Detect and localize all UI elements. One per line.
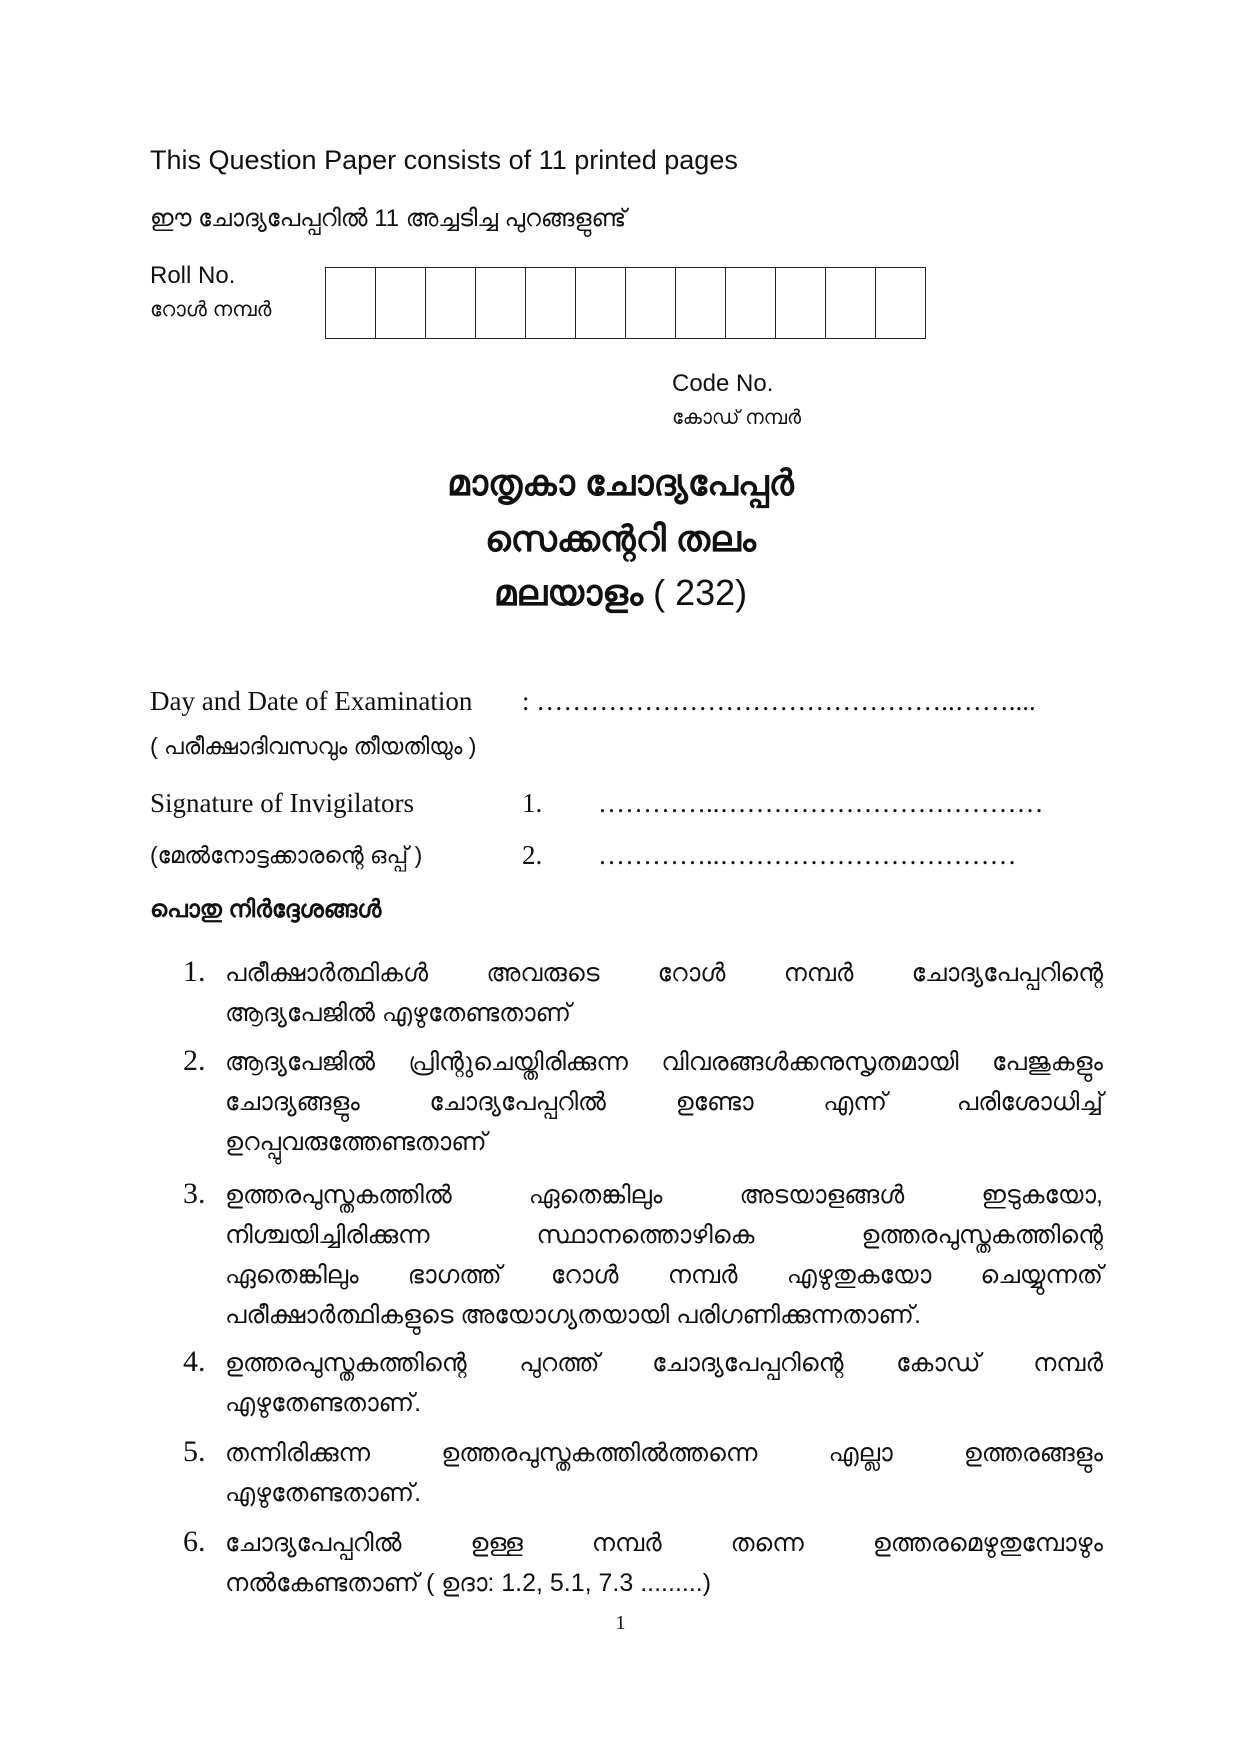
instruction-word: ഉത്തരപുസ്തകത്തിന്റെ xyxy=(225,1349,467,1377)
exam-date-field[interactable]: : ………………………………………..…….... xyxy=(522,686,1036,716)
instruction-word: ചെയ്യുന്നത് xyxy=(980,1261,1103,1289)
code-number-label: Code No. xyxy=(672,370,774,397)
roll-number-box[interactable] xyxy=(576,268,626,338)
instruction-number: 5. xyxy=(183,1435,206,1468)
instruction-word: ആദ്യപേജിൽ എഴുതേണ്ടതാണ് xyxy=(225,999,571,1027)
instruction-line xyxy=(225,999,1103,1028)
instruction-word: റോൾ xyxy=(550,1261,619,1289)
instruction-word: ചോദ്യപേപ്പറിന്റെ xyxy=(911,959,1103,987)
roll-number-box[interactable] xyxy=(826,268,876,338)
instruction-line xyxy=(225,1301,1103,1330)
exam-date-label: Day and Date of Examination xyxy=(150,686,473,716)
instruction-word: ഉത്തരപുസ്തകത്തിന്റെ xyxy=(861,1221,1103,1249)
instruction-word: ഇടുകയോ, xyxy=(981,1181,1103,1209)
instruction-word: നമ്പർ xyxy=(783,959,854,987)
instruction-word: ഉണ്ടോ xyxy=(675,1088,754,1116)
instruction-line xyxy=(225,1088,1103,1117)
instruction-line xyxy=(225,1529,1103,1558)
page-number: 1 xyxy=(615,1612,626,1634)
roll-number-box[interactable] xyxy=(476,268,526,338)
roll-number-label: Roll No. xyxy=(150,262,236,289)
invigilator-signature-label: Signature of Invigilators xyxy=(150,788,414,818)
instruction-word: എഴുതുകയോ xyxy=(786,1261,932,1289)
instruction-line xyxy=(225,1479,1103,1508)
instruction-word: ഉറപ്പുവരുത്തേണ്ടതാണ് xyxy=(225,1128,487,1156)
instruction-word: പുറത്ത് xyxy=(519,1349,600,1377)
roll-number-box[interactable] xyxy=(626,268,676,338)
roll-number-boxes[interactable] xyxy=(325,267,926,339)
instruction-number: 2. xyxy=(183,1044,206,1077)
instruction-line xyxy=(225,1439,1103,1468)
code-number-label-malayalam: കോഡ് നമ്പർ xyxy=(672,407,801,429)
invigilator-1-number: 1. xyxy=(522,788,543,818)
instruction-word: ചോദ്യപേപ്പറിന്റെ xyxy=(652,1349,844,1377)
instruction-word: കോഡ് xyxy=(896,1349,981,1377)
instruction-line xyxy=(225,1349,1103,1378)
instruction-word: നൽകേണ്ടതാണ് ( ഉദാ: 1.2, 5.1, 7.3 .........) xyxy=(225,1569,712,1597)
instruction-line xyxy=(225,1128,1103,1157)
instruction-line xyxy=(225,1569,1103,1598)
exam-date-label-malayalam: ( പരീക്ഷാദിവസവും തീയതിയും ) xyxy=(150,733,477,759)
instruction-word: നിശ്ചയിച്ചിരിക്കുന്ന xyxy=(225,1221,430,1249)
subject-code: ( 232) xyxy=(653,572,748,613)
instruction-word: ഏതെങ്കിലും xyxy=(528,1181,663,1209)
roll-number-label-malayalam: റോൾ നമ്പർ xyxy=(150,298,272,321)
paper-title: മാതൃകാ ചോദ്യപേപ്പർ xyxy=(447,462,794,503)
invigilator-2-number: 2. xyxy=(522,840,543,870)
instruction-word: എന്ന് xyxy=(823,1088,888,1116)
instruction-word: പരീക്ഷാർത്ഥികൾ xyxy=(225,959,429,987)
pages-count-english: This Question Paper consists of 11 printed pages xyxy=(150,145,738,175)
paper-level: സെക്കന്ററി തലം xyxy=(484,518,757,559)
instruction-word: ഉത്തരപുസ്തകത്തിൽ xyxy=(225,1181,452,1209)
instruction-word: റോൾ xyxy=(657,959,726,987)
instruction-word: ഉത്തരമെഴുതുമ്പോഴും xyxy=(872,1529,1103,1557)
roll-number-box[interactable] xyxy=(376,268,426,338)
instruction-word: എഴുതേണ്ടതാണ്. xyxy=(225,1389,422,1417)
instruction-word: പ്രിന്റുചെയ്തിരിക്കുന്ന xyxy=(408,1048,628,1076)
roll-number-box[interactable] xyxy=(326,268,376,338)
instruction-word: ചോദ്യപേപ്പറിൽ xyxy=(225,1529,402,1557)
instruction-number: 6. xyxy=(183,1525,206,1558)
instruction-number: 4. xyxy=(183,1345,206,1378)
instruction-line xyxy=(225,1261,1103,1290)
instruction-word: ചോദ്യങ്ങളും xyxy=(225,1088,360,1116)
instruction-word: നമ്പർ xyxy=(591,1529,662,1557)
instruction-word: ഉത്തരങ്ങളും xyxy=(963,1439,1103,1467)
instruction-word: എല്ലാ xyxy=(828,1439,893,1467)
roll-number-box[interactable] xyxy=(526,268,576,338)
instruction-word: പേജുകളും xyxy=(991,1048,1103,1076)
roll-number-box[interactable] xyxy=(726,268,776,338)
instruction-word: ഉത്തരപുസ്തകത്തിൽത്തന്നെ xyxy=(441,1439,758,1467)
instruction-line xyxy=(225,1389,1103,1418)
instruction-line xyxy=(225,959,1103,988)
invigilator-signature-label-malayalam: (മേൽനോട്ടക്കാരന്റെ ഒപ്പ് ) xyxy=(150,842,423,868)
roll-number-box[interactable] xyxy=(676,268,726,338)
general-instructions-heading: പൊതു നിർദ്ദേശങ്ങൾ xyxy=(150,896,382,923)
roll-number-box[interactable] xyxy=(776,268,826,338)
instruction-word: അടയാളങ്ങൾ xyxy=(739,1181,905,1209)
pages-count-malayalam: ഈ ചോദ്യപേപ്പറിൽ 11 അച്ചടിച്ച പുറങ്ങളുണ്ട് xyxy=(150,205,627,232)
instruction-word: ഉള്ള xyxy=(470,1529,523,1557)
instruction-line xyxy=(225,1221,1103,1250)
instruction-line xyxy=(225,1181,1103,1210)
invigilator-1-signature-field[interactable]: …………..……………………………… xyxy=(598,788,1044,818)
instruction-word: അവരുടെ xyxy=(486,959,600,987)
instruction-number: 3. xyxy=(183,1177,206,1210)
roll-number-box[interactable] xyxy=(876,268,926,338)
subject-name: മലയാളം xyxy=(493,572,644,613)
instruction-word: തന്നിരിക്കുന്ന xyxy=(225,1439,371,1467)
instruction-word: ആദ്യപേജിൽ xyxy=(225,1048,375,1076)
instruction-word: വിവരങ്ങൾക്കനുസൃതമായി xyxy=(661,1048,959,1076)
instruction-word: സ്ഥാനത്തൊഴികെ xyxy=(536,1221,755,1249)
roll-number-box[interactable] xyxy=(426,268,476,338)
instruction-word: പരീക്ഷാർത്ഥികളുടെ അയോഗ്യതയായി പരിഗണിക്കുന്നതാണ്. xyxy=(225,1301,921,1329)
instruction-word: ഭാഗത്ത് xyxy=(407,1261,502,1289)
instruction-word: എഴുതേണ്ടതാണ്. xyxy=(225,1479,422,1507)
instruction-word: പരിശോധിച്ച് xyxy=(956,1088,1103,1116)
instruction-word: തന്നെ xyxy=(730,1529,804,1557)
instruction-line xyxy=(225,1048,1103,1077)
instruction-word: ഏതെങ്കിലും xyxy=(225,1261,359,1289)
instruction-number: 1. xyxy=(183,955,206,988)
instruction-word: ചോദ്യപേപ്പറിൽ xyxy=(429,1088,606,1116)
invigilator-2-signature-field[interactable]: …………..…………………………… xyxy=(598,840,1017,870)
instruction-word: നമ്പർ xyxy=(667,1261,738,1289)
instruction-word: നമ്പർ xyxy=(1033,1349,1103,1377)
paper-subject xyxy=(0,572,1241,615)
